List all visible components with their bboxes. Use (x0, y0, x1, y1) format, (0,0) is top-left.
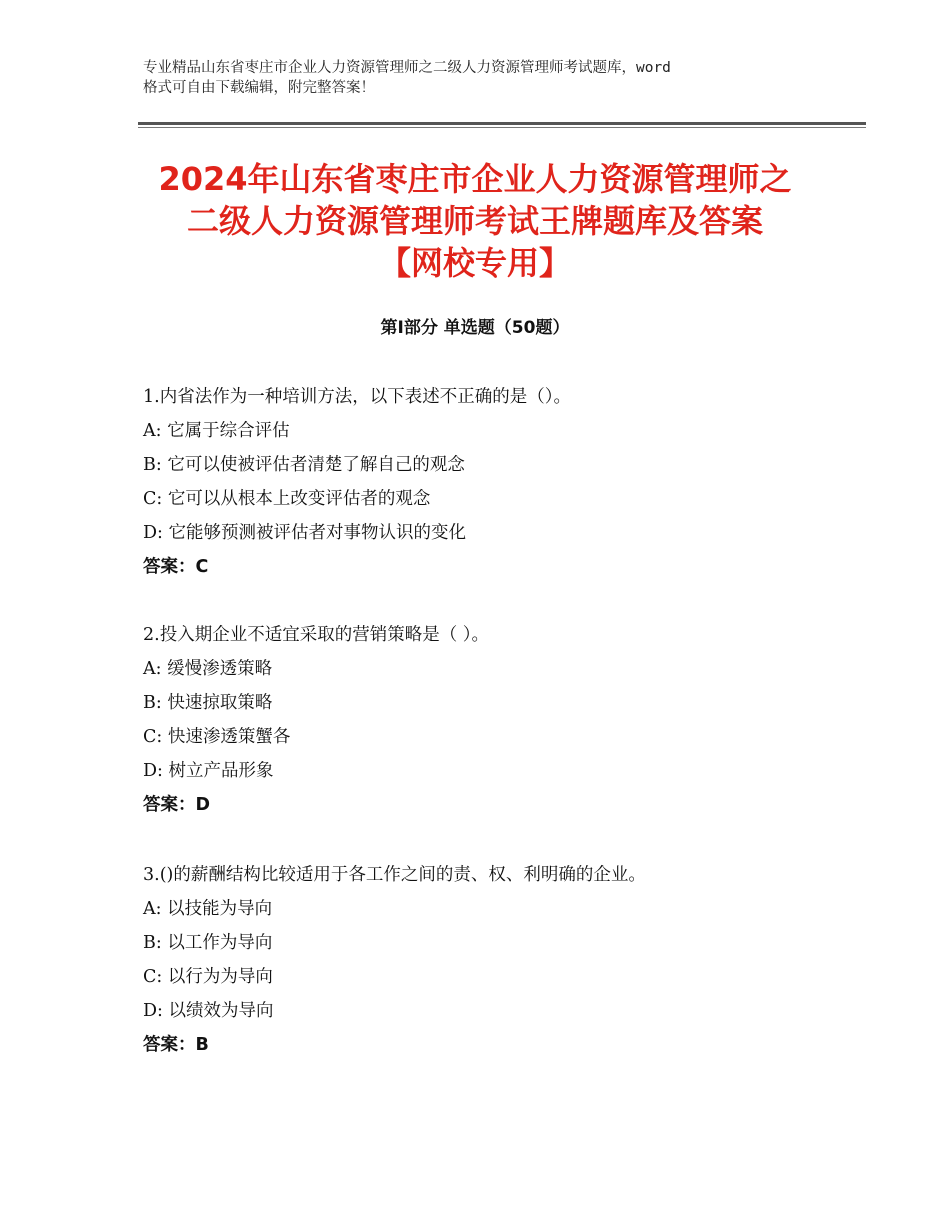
answer-line: 答案：B (143, 1035, 209, 1055)
option-c: C: 快速渗透策蟹各 (143, 727, 291, 747)
option-a: A: 以技能为导向 (143, 899, 273, 919)
question-3 (143, 858, 863, 1062)
question-stem: 3.()的薪酬结构比较适用于各工作之间的责、权、利明确的企业。 (143, 865, 646, 885)
option-d: D: 树立产品形象 (143, 761, 274, 781)
title-line-2: 二级人力资源管理师考试王牌题库及答案 (186, 202, 763, 240)
header-note-line-1: 专业精品山东省枣庄市企业人力资源管理师之二级人力资源管理师考试题库，word (143, 60, 671, 76)
option-c: C: 以行为为导向 (143, 967, 273, 987)
question-stem: 1.内省法作为一种培训方法，以下表述不正确的是（）。 (143, 387, 571, 407)
option-a: A: 它属于综合评估 (143, 421, 290, 441)
title-line-1: 2024年山东省枣庄市企业人力资源管理师之 (158, 160, 792, 198)
header-divider-thick (138, 122, 866, 125)
answer-line: 答案：C (143, 557, 209, 577)
option-d: D: 以绩效为导向 (143, 1001, 274, 1021)
title-line-3: 【网校专用】 (378, 244, 571, 282)
option-a: A: 缓慢渗透策略 (143, 659, 273, 679)
document-title (100, 158, 850, 284)
option-d: D: 它能够预测被评估者对事物认识的变化 (143, 523, 466, 543)
header-divider-thin (138, 127, 866, 128)
question-1 (143, 380, 863, 584)
section-heading: 第Ⅰ部分 单选题（50题） (380, 318, 570, 338)
option-b: B: 快速掠取策略 (143, 693, 273, 713)
header-note (143, 58, 823, 98)
question-2 (143, 618, 863, 822)
question-stem: 2.投入期企业不适宜采取的营销策略是（ ）。 (143, 625, 490, 645)
option-c: C: 它可以从根本上改变评估者的观念 (143, 489, 431, 509)
option-b: B: 以工作为导向 (143, 933, 273, 953)
option-b: B: 它可以使被评估者清楚了解自己的观念 (143, 455, 465, 475)
header-note-line-2: 格式可自由下载编辑，附完整答案！ (143, 80, 375, 96)
answer-line: 答案：D (143, 795, 211, 815)
